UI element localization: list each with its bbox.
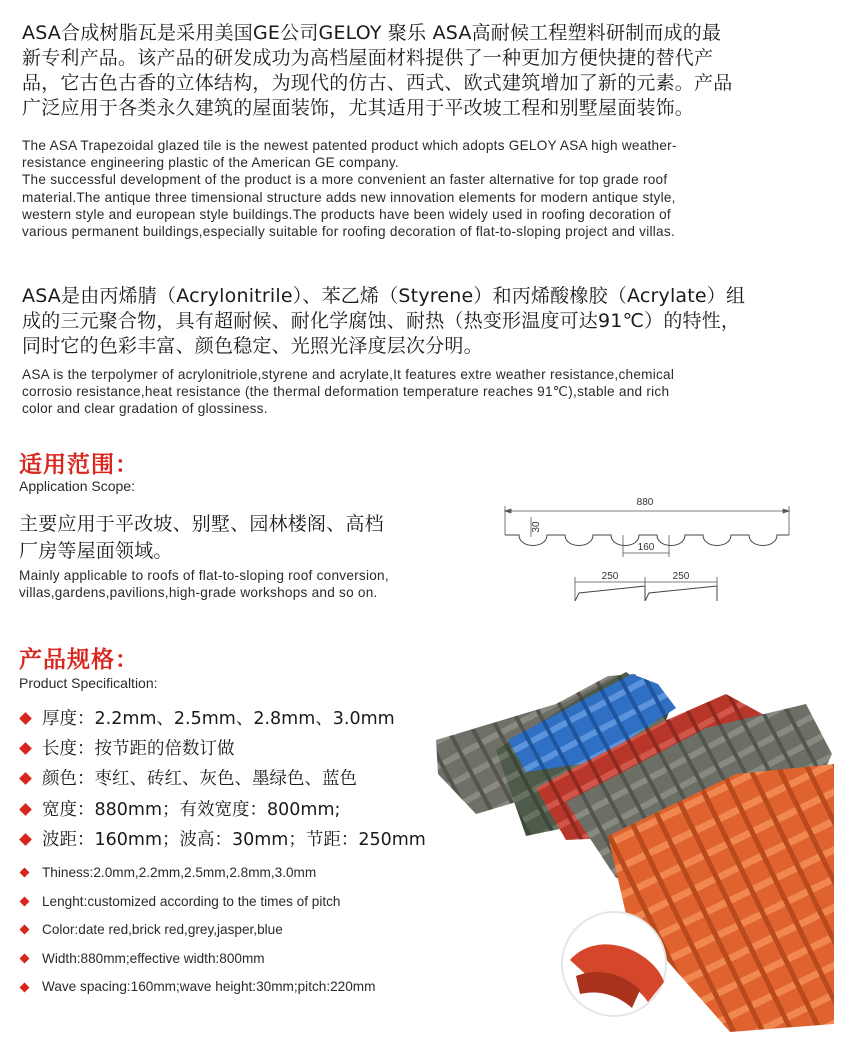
spec-en-item: Width:880mm;effective width:800mm [20, 945, 375, 974]
diamond-bullet-icon [19, 803, 32, 816]
application-en-line: villas,gardens,pavilions,high-grade workshops and so on. [19, 585, 378, 601]
intro-en-line: various permanent buildings,especially suitable for roofing decoration of flat-to-sloping project and villas. [22, 224, 675, 240]
material-en-paragraph [22, 366, 837, 418]
intro-en-line: western style and european style buildings.The products have been widely used in roofing decoration of [22, 206, 671, 222]
spec-en-item: Wave spacing:160mm;wave height:30mm;pitch:220mm [20, 973, 375, 1002]
arrow-right-icon [783, 509, 789, 513]
diamond-bullet-icon [20, 868, 30, 878]
material-cn-line: 成的三元聚合物，具有超耐候、耐化学腐蚀、耐热（热变形温度可达91℃）的特性， [22, 310, 741, 332]
width-label: 880 [636, 497, 654, 508]
intro-en-line: material.The antique three timensional structure adds new innovation elements for modern antique style, [22, 189, 676, 205]
tile-profile-diagram [495, 493, 805, 613]
pitch-label-2: 250 [672, 571, 690, 582]
application-subtitle: Application Scope: [19, 478, 135, 494]
material-en-line: color and clear gradation of glossiness. [22, 401, 268, 417]
pitch-label-1: 250 [601, 571, 619, 582]
application-en-line: Mainly applicable to roofs of flat-to-sloping roof conversion, [19, 568, 389, 583]
application-cn-paragraph [19, 511, 459, 565]
diamond-bullet-icon [19, 712, 32, 725]
application-title: 适用范围： [19, 452, 139, 478]
material-en-line: corrosio resistance,heat resistance (the thermal deformation temperature reaches 91℃),stable and rich [22, 384, 670, 400]
intro-en-paragraph [22, 137, 837, 240]
diamond-bullet-icon [20, 982, 30, 992]
spec-en-item: Color:date red,brick red,grey,jasper,blue [20, 916, 375, 945]
spacing-label: 160 [637, 542, 655, 553]
diamond-bullet-icon [19, 773, 32, 786]
pitch-step-profile [575, 586, 717, 601]
intro-cn-line: 新专利产品。该产品的研发成功为高档屋面材料提供了一种更加方便快捷的替代产 [22, 47, 714, 69]
specs-title: 产品规格： [19, 647, 139, 673]
material-cn-line: 同时它的色彩丰富、颜色稳定、光照光泽度层次分明。 [22, 335, 483, 357]
arrow-left-icon [505, 509, 511, 513]
material-cn-paragraph [22, 284, 837, 359]
spec-en-item: Thiness:2.0mm,2.2mm,2.5mm,2.8mm,3.0mm [20, 859, 375, 888]
roof-tiles-photo [436, 664, 842, 1040]
intro-cn-paragraph [22, 21, 832, 121]
diamond-bullet-icon [19, 742, 32, 755]
spec-cn-item: 长度：按节距的倍数订做 [20, 734, 426, 764]
height-label: 30 [531, 521, 542, 533]
application-cn-line: 主要应用于平改坡、别墅、园林楼阁、高档 [19, 513, 384, 535]
material-en-line: ASA is the terpolymer of acrylonitriole,styrene and acrylate,It features extre weather resistance,chemical [22, 367, 675, 382]
application-cn-line: 厂房等屋面领域。 [19, 540, 173, 562]
spec-cn-item: 波距：160mm；波高：30mm；节距：250mm [20, 825, 426, 855]
intro-cn-line: ASA合成树脂瓦是采用美国GE公司GELOY 聚乐 ASA高耐候工程塑料研制而成的最 [22, 22, 722, 44]
application-en-paragraph [19, 567, 469, 601]
specs-cn-list [20, 704, 426, 855]
intro-en-line: The ASA Trapezoidal glazed tile is the newest patented product which adopts GELOY ASA high weather- [22, 138, 677, 153]
intro-cn-line: 广泛应用于各类永久建筑的屋面装饰，尤其适用于平改坡工程和别墅屋面装饰。 [22, 97, 695, 119]
specs-en-list [20, 859, 375, 1002]
spec-cn-item: 宽度：880mm；有效宽度：800mm; [20, 795, 426, 825]
diamond-bullet-icon [20, 954, 30, 964]
spec-cn-item: 颜色：枣红、砖红、灰色、墨绿色、蓝色 [20, 764, 426, 794]
spec-en-item: Lenght:customized according to the times of pitch [20, 888, 375, 917]
diamond-bullet-icon [20, 896, 30, 906]
intro-cn-line: 品，它古色古香的立体结构，为现代的仿古、西式、欧式建筑增加了新的元素。产品 [22, 72, 733, 94]
specs-subtitle: Product Specificaltion: [19, 675, 158, 691]
spec-cn-item: 厚度：2.2mm、2.5mm、2.8mm、3.0mm [20, 704, 426, 734]
intro-en-line: resistance engineering plastic of the American GE company. [22, 155, 399, 171]
diamond-bullet-icon [20, 925, 30, 935]
intro-en-line: The successful development of the product is a more convenient an faster alternative for top grade roof [22, 172, 668, 188]
tile-cross-section-inset [562, 912, 666, 1016]
material-cn-line: ASA是由丙烯腈（Acrylonitrile）、苯乙烯（Styrene）和丙烯酸橡胶（Acrylate）组 [22, 285, 746, 307]
diamond-bullet-icon [19, 833, 32, 846]
